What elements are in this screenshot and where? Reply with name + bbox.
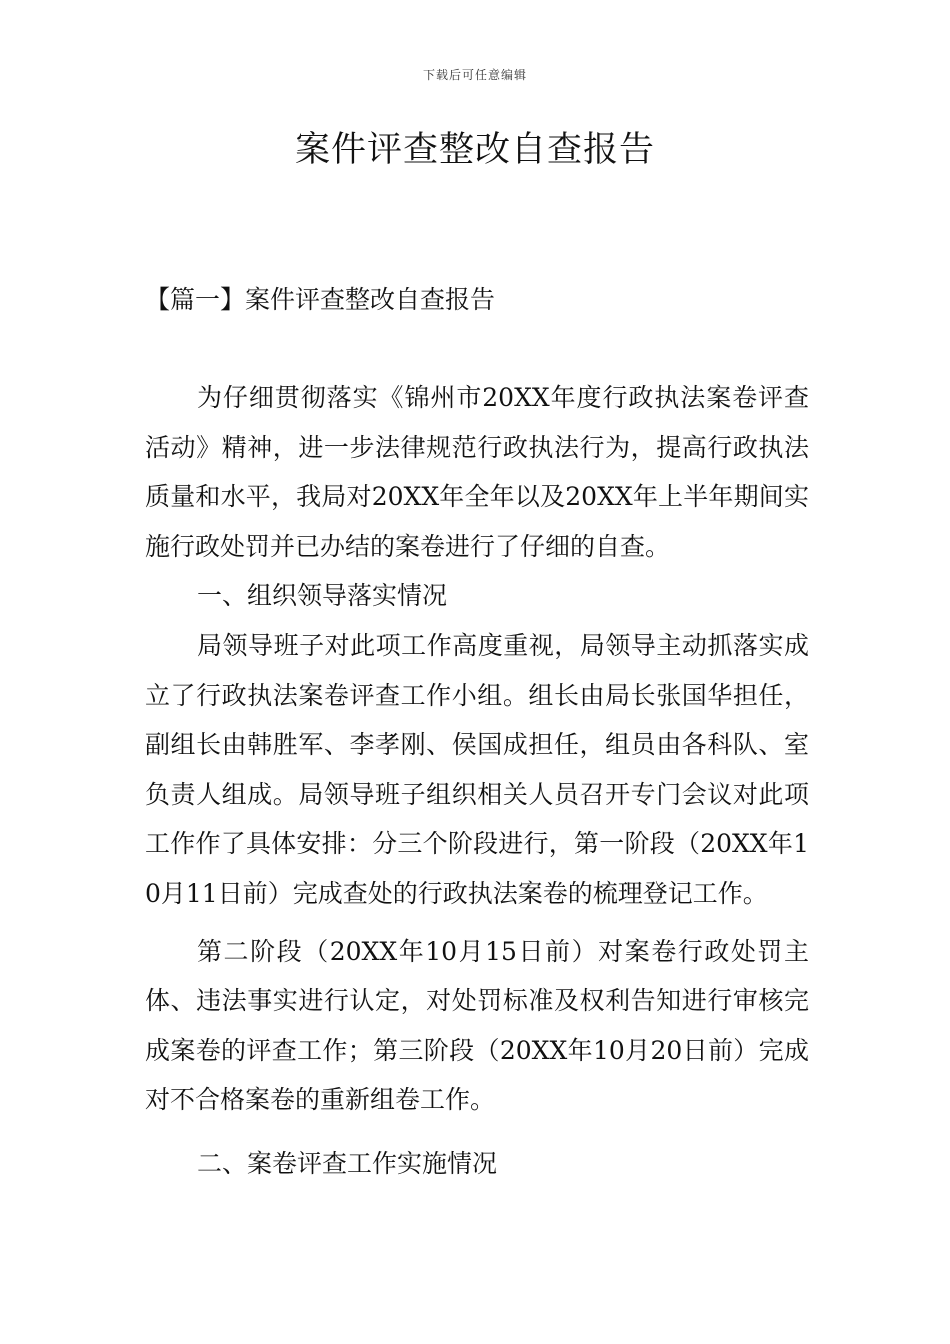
paragraph-intro: 为仔细贯彻落实《锦州市20XX年度行政执法案卷评查活动》精神，进一步法律规范行政执法行为，提高行政执法质量和水平，我局对20XX年全年以及20XX年上半年期间实施行政处罚并已办结的案卷进行了仔细的自查。	[145, 383, 809, 561]
header-note: 下载后可任意编辑	[422, 68, 527, 82]
paragraph-stages: 第二阶段（20XX年10月15日前）对案卷行政处罚主体、违法事实进行认定，对处罚标准及权利告知进行审核完成案卷的评查工作；第三阶段（20XX年10月20日前）完成对不合格案卷的重新组卷工作。	[145, 936, 809, 1115]
subheading-implementation: 二、案卷评查工作实施情况	[197, 1148, 498, 1178]
body-text	[145, 373, 809, 1189]
section-heading: 【篇一】案件评查整改自查报告	[145, 285, 496, 314]
subheading-organization: 一、组织领导落实情况	[197, 581, 448, 611]
page-title: 案件评查整改自查报告	[294, 130, 655, 170]
paragraph-organization: 局领导班子对此项工作高度重视，局领导主动抓落实成立了行政执法案卷评查工作小组。组长由局长张国华担任，副组长由韩胜军、李孝刚、侯国成担任，组员由各科队、室负责人组成。局领导班子组织相关人员召开专门会议对此项工作作了具体安排：分三个阶段进行，第一阶段（20XX年10月11日前）完成查处的行政执法案卷的梳理登记工作。	[145, 630, 809, 908]
